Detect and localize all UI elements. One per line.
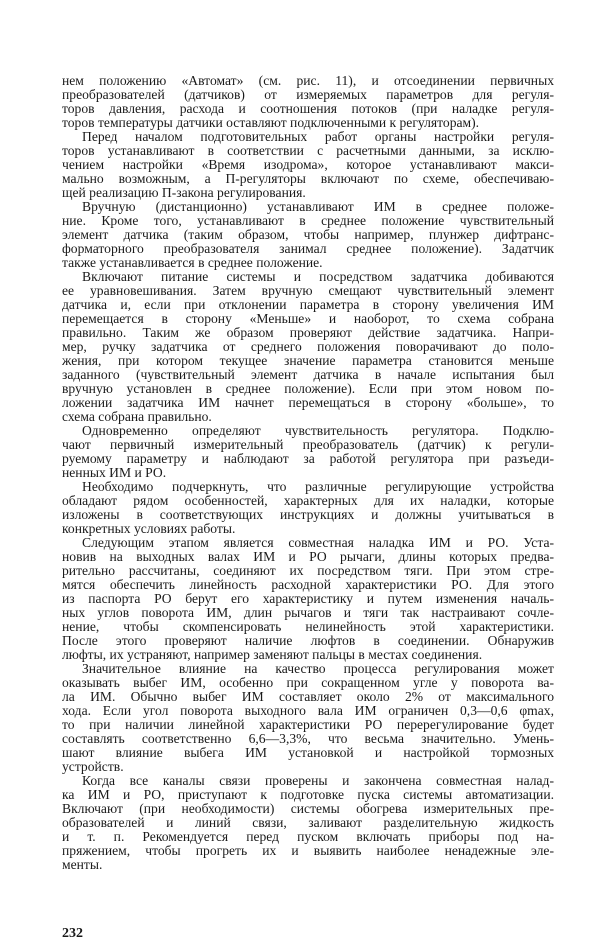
text-line: преобразователей (датчиков) от измеряемых параметров для регуля- — [62, 87, 554, 102]
paragraph — [62, 774, 554, 872]
text-line: торов устанавливают в соответствии с расчетными данными, за исклю- — [62, 143, 554, 158]
text-line: чением настройки «Время изодрома», которое устанавливают макси- — [62, 157, 554, 172]
text-line: ненных ИМ и РО. — [62, 465, 167, 480]
text-line: торов температуры датчики оставляют подключенными к регуляторам). — [62, 115, 480, 130]
text-line: ложении задатчика ИМ начнет перемещаться в сторону «больше», то — [62, 395, 554, 410]
text-line: изложены в соответствующих инструкциях и должны учитываться в — [62, 507, 554, 522]
text-line: жения, при котором текущее значение параметра становится меньше — [62, 353, 554, 368]
text-line: Вручную (дистанционно) устанавливают ИМ в среднее положе- — [82, 199, 554, 214]
text-line: то при наличии линейной характеристики РО перерегулирование будет — [62, 717, 554, 732]
text-line: ных углов поворота ИМ, длин рычагов и тяги так настраивают сочле- — [62, 605, 554, 620]
text-line: обладают рядом особенностей, характерных для их наладки, которые — [62, 493, 554, 508]
text-line: рительно рассчитаны, соединяют их посредством тяги. При этом стре- — [62, 563, 554, 578]
text-line: Перед началом подготовительных работ органы настройки регуля- — [82, 129, 554, 144]
paragraph — [62, 424, 554, 480]
text-line: торов давления, расхода и соотношения потоков (при наладке регуля- — [62, 101, 554, 116]
page-body-text — [62, 74, 554, 872]
text-line: конкретных условиях работы. — [62, 521, 236, 536]
text-line: и т. п. Рекомендуется перед пуском включать приборы под на- — [62, 829, 554, 844]
text-line: шают влияние выбега ИМ установкой и настройкой тормозных — [62, 745, 554, 760]
text-line: также устанавливается в среднее положение. — [62, 255, 323, 270]
text-line: оказывать выбег ИМ, особенно при сокращенном угле у поворота ва- — [62, 675, 554, 690]
text-line: составлять соответственно 6,6—3,3%, что весьма значительно. Умень- — [62, 731, 554, 746]
text-line: из паспорта РО берут его характеристику и путем изменения началь- — [62, 591, 554, 606]
text-line: ее уравновешивания. Затем вручную смещают чувствительный элемент — [62, 283, 554, 298]
text-line: менты. — [62, 857, 103, 872]
page-number: 232 — [62, 926, 83, 941]
paragraph — [62, 74, 554, 130]
paragraph — [62, 662, 554, 774]
text-line: новив на выходных валах ИМ и РО рычаги, длины которых предва- — [62, 549, 554, 564]
text-line: вручную установлен в среднее положение). Если при этом новом по- — [62, 381, 554, 396]
text-line: чают первичный измерительный преобразователь (датчик) к регули- — [62, 437, 554, 452]
text-line: Включают (при необходимости) системы обогрева измерительных пре- — [62, 801, 554, 816]
text-line: устройств. — [62, 759, 124, 774]
text-line: После этого проверяют наличие люфтов в соединении. Обнаружив — [62, 633, 554, 648]
text-line: правильно. Таким же образом проверяют действие задатчика. Напри- — [62, 325, 554, 340]
text-line: Одновременно определяют чувствительность регулятора. Подклю- — [82, 423, 554, 438]
text-line: ла ИМ. Обычно выбег ИМ составляет около 2% от максимального — [62, 689, 554, 704]
text-line: мер, ручку задатчика от среднего положения поворачивают до поло- — [62, 339, 554, 354]
text-line: люфты, их устраняют, например заменяют пальцы в местах соединения. — [62, 647, 483, 662]
text-line: мально возможным, а П-регуляторы включают по схеме, обеспечиваю- — [62, 171, 554, 186]
text-line: щей реализацию П-закона регулирования. — [62, 185, 306, 200]
text-line: хода. Если угол поворота выходного вала ИМ ограничен 0,3—0,6 φmax, — [62, 703, 554, 718]
text-line: Когда все каналы связи проверены и закончена совместная налад- — [82, 773, 554, 788]
text-line: руемому параметру и наблюдают за работой регулятора при разъеди- — [62, 451, 554, 466]
paragraph — [62, 130, 554, 200]
text-line: Следующим этапом является совместная наладка ИМ и РО. Уста- — [82, 535, 554, 550]
paragraph — [62, 536, 554, 662]
text-line: нение, чтобы скомпенсировать нелинейность этой характеристики. — [62, 619, 554, 634]
text-line: образователей и линий связи, заливают разделительную жидкость — [62, 815, 554, 830]
text-line: мятся обеспечить линейность расходной характеристики РО. Для этого — [62, 577, 554, 592]
text-line: ние. Кроме того, устанавливают в среднее положение чувствительный — [62, 213, 554, 228]
text-line: датчика и, если при отклонении параметра в сторону увеличения ИМ — [62, 297, 554, 312]
text-line: Включают питание системы и посредством задатчика добиваются — [82, 269, 554, 284]
text-line: Необходимо подчеркнуть, что различные регулирующие устройства — [82, 479, 554, 494]
text-line: заданного (чувствительный элемент датчика в начале испытания был — [62, 367, 554, 382]
text-line: форматорного преобразователя занимал среднее положение). Задатчик — [62, 241, 554, 256]
text-line: нем положению «Автомат» (см. рис. 11), и отсоединении первичных — [62, 73, 554, 88]
text-line: ка ИМ и РО, приступают к подготовке пуска системы автоматизации. — [62, 787, 554, 802]
text-line: Значительное влияние на качество процесса регулирования может — [82, 661, 554, 676]
text-line: элемент датчика (таким образом, чтобы например, плунжер дифтранс- — [62, 227, 554, 242]
paragraph — [62, 200, 554, 270]
text-line: перемещается в сторону «Меньше» и наоборот, то схема собрана — [62, 311, 554, 326]
text-line: схема собрана правильно. — [62, 409, 212, 424]
paragraph — [62, 270, 554, 424]
paragraph — [62, 480, 554, 536]
text-line: пряжением, чтобы прогреть их и выявить наиболее ненадежные эле- — [62, 843, 554, 858]
